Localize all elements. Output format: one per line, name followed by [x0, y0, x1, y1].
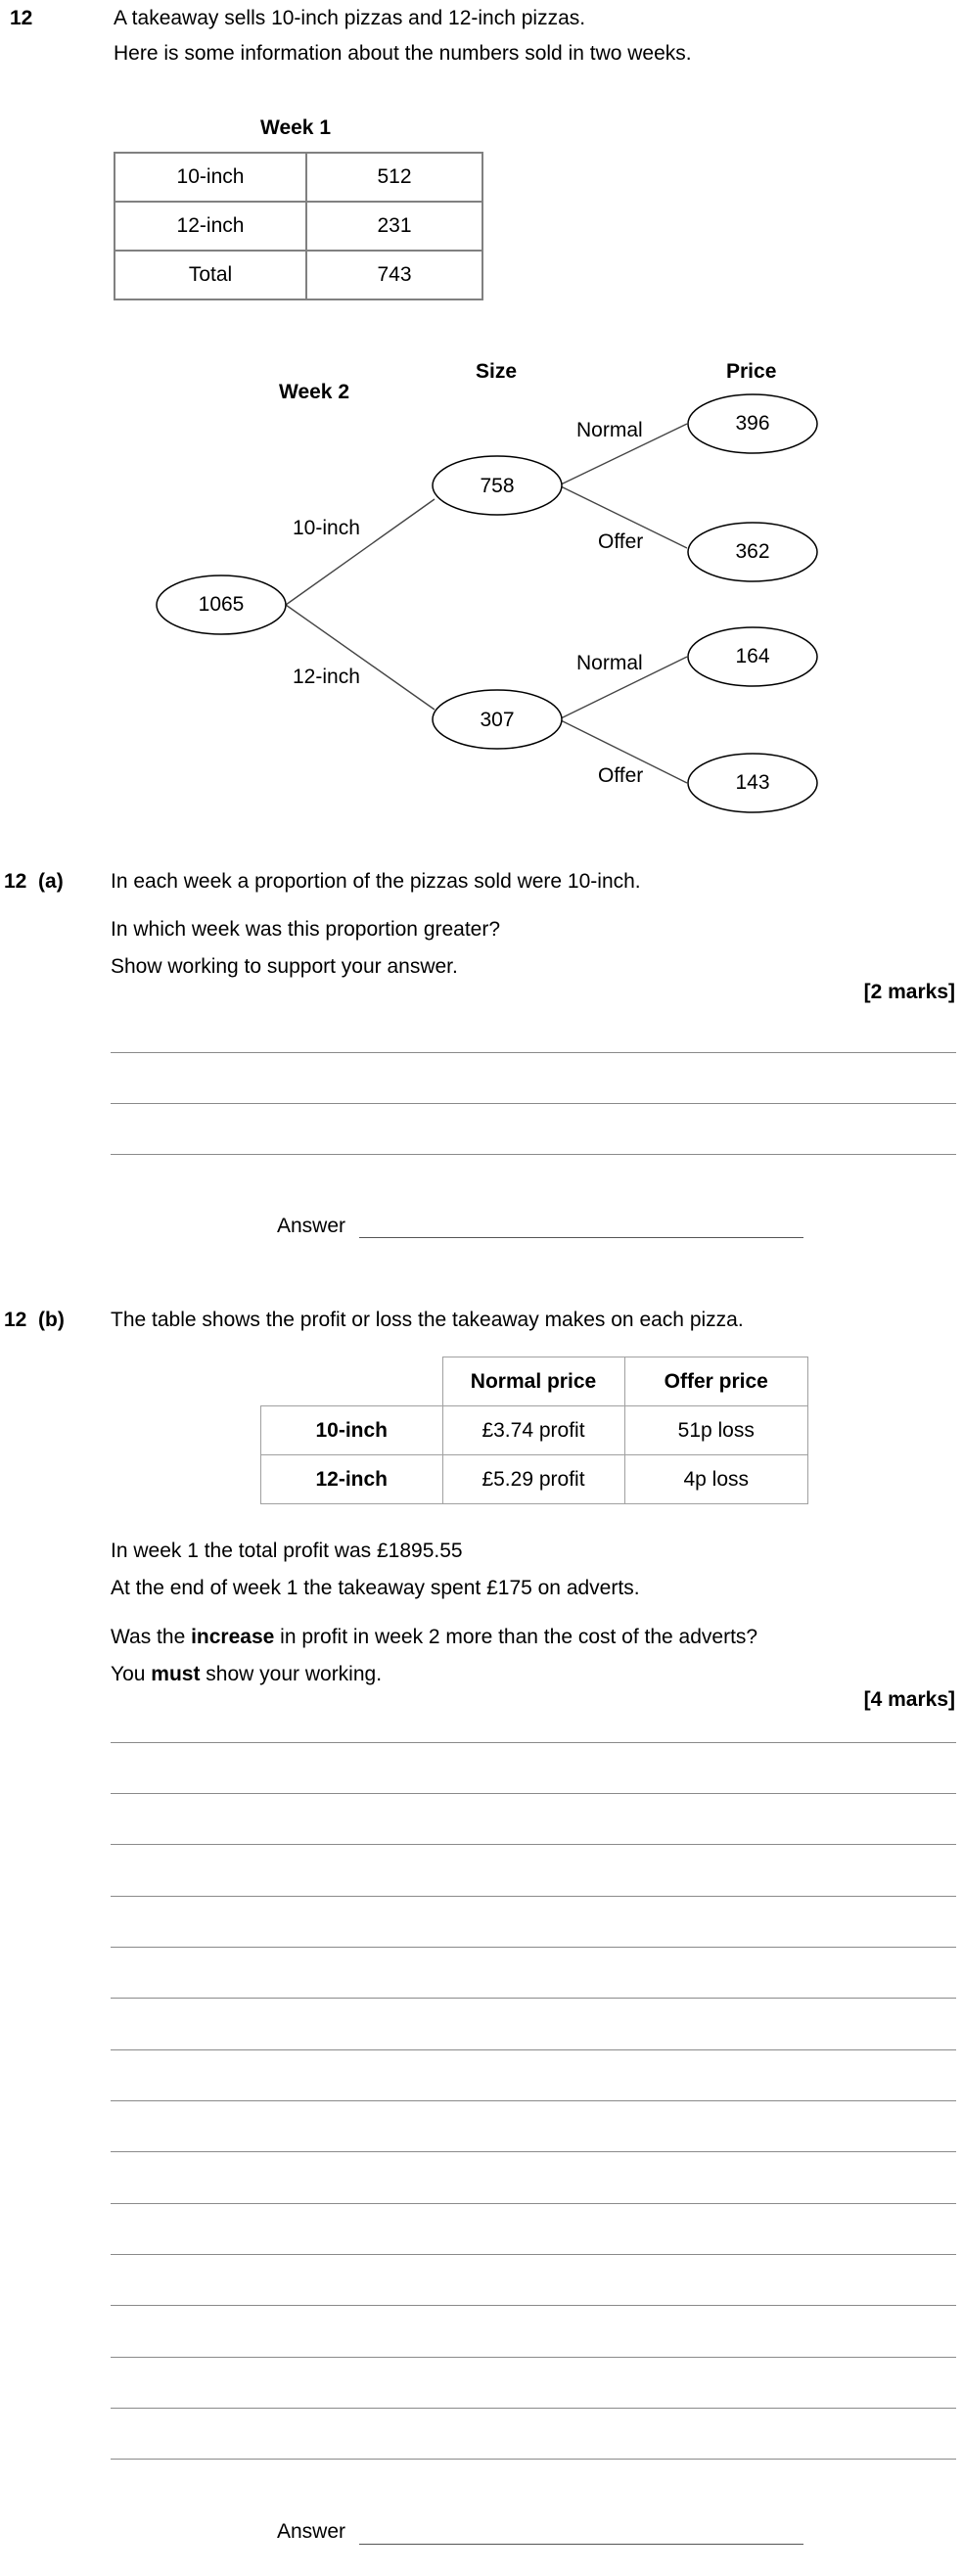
text-run-bold: must [151, 1663, 201, 1685]
text-run-bold: increase [191, 1626, 275, 1648]
week1-label-cell: Total [115, 251, 306, 299]
text-run: You [111, 1663, 152, 1685]
text-run: in profit in week 2 more than the cost of the adverts? [274, 1626, 758, 1648]
tree-root-value: 1065 [198, 593, 245, 616]
table-cell: £3.74 profit [442, 1406, 624, 1455]
part-b-marks: [4 marks] [863, 1688, 955, 1711]
tree-price-value: 164 [735, 645, 770, 667]
tree-branch-label: Offer [598, 530, 644, 553]
table-row [261, 1455, 808, 1504]
part-a-question: In which week was this proportion greater? [111, 918, 501, 941]
working-line[interactable] [111, 1947, 956, 1948]
question-intro-1: A takeaway sells 10-inch pizzas and 12-inch pizzas. [114, 7, 586, 29]
tree-branch-label: Normal [576, 419, 643, 441]
week1-label-cell: 12-inch [115, 202, 306, 251]
tree-price-value: 143 [735, 771, 770, 794]
table-row [261, 1406, 808, 1455]
working-line[interactable] [111, 1742, 956, 1743]
tree-size-value: 307 [480, 709, 515, 731]
question-intro-2: Here is some information about the numbers sold in two weeks. [114, 42, 692, 65]
column-header: Normal price [442, 1357, 624, 1406]
empty-cell [261, 1357, 443, 1406]
part-b-instruction [111, 1662, 382, 1686]
working-line[interactable] [111, 2408, 956, 2409]
working-line[interactable] [111, 1896, 956, 1897]
answer-label: Answer [277, 1215, 346, 1237]
week1-title: Week 1 [260, 116, 331, 139]
part-b-text: The table shows the profit or loss the takeaway makes on each pizza. [111, 1309, 744, 1331]
table-row [261, 1357, 808, 1406]
tree-size-value: 758 [480, 475, 515, 497]
tree-branch-label: Normal [576, 652, 643, 674]
column-header: Offer price [624, 1357, 808, 1406]
working-line[interactable] [111, 1844, 956, 1845]
working-line[interactable] [111, 2254, 956, 2255]
week1-label-cell: 10-inch [115, 153, 306, 202]
part-a-label: 12 (a) [4, 870, 64, 893]
question-number: 12 [10, 7, 33, 29]
part-a-instruction: Show working to support your answer. [111, 955, 458, 978]
part-a-text: In each week a proportion of the pizzas sold were 10-inch. [111, 870, 641, 893]
tree-branch-label: 12-inch [293, 666, 360, 688]
working-line[interactable] [111, 2100, 956, 2101]
part-b-question [111, 1625, 757, 1649]
row-header: 12-inch [261, 1455, 443, 1504]
text-run: Was the [111, 1626, 192, 1648]
tree-price-header: Price [726, 360, 777, 383]
week1-value-cell: 512 [306, 153, 482, 202]
tree-price-value: 362 [735, 540, 770, 563]
part-b-adverts: At the end of week 1 the takeaway spent £175 on adverts. [111, 1577, 640, 1599]
week1-value-cell: 743 [306, 251, 482, 299]
row-header: 10-inch [261, 1406, 443, 1455]
working-line[interactable] [111, 1052, 956, 1053]
working-line[interactable] [111, 2049, 956, 2050]
tree-week-label: Week 2 [279, 381, 349, 403]
tree-branch-label: Offer [598, 764, 644, 787]
working-line[interactable] [111, 1793, 956, 1794]
working-line[interactable] [111, 1103, 956, 1104]
table-cell: 51p loss [624, 1406, 808, 1455]
working-line[interactable] [111, 1154, 956, 1155]
answer-field[interactable] [359, 2544, 803, 2545]
answer-label: Answer [277, 2520, 346, 2543]
answer-field[interactable] [359, 1237, 803, 1238]
working-line[interactable] [111, 2305, 956, 2306]
working-line[interactable] [111, 2357, 956, 2358]
text-run: show your working. [200, 1663, 383, 1685]
part-a-marks: [2 marks] [863, 981, 955, 1003]
week1-value-cell: 231 [306, 202, 482, 251]
table-cell: 4p loss [624, 1455, 808, 1504]
working-line[interactable] [111, 2151, 956, 2152]
branch-line [286, 605, 435, 710]
tree-size-header: Size [476, 360, 518, 383]
working-line[interactable] [111, 1998, 956, 1999]
tree-price-value: 396 [735, 412, 770, 435]
profit-table [260, 1357, 808, 1504]
part-b-week1-profit: In week 1 the total profit was £1895.55 [111, 1540, 463, 1562]
working-line[interactable] [111, 2459, 956, 2460]
working-line[interactable] [111, 2203, 956, 2204]
table-cell: £5.29 profit [442, 1455, 624, 1504]
part-b-label: 12 (b) [4, 1309, 65, 1331]
tree-branch-label: 10-inch [293, 517, 360, 539]
